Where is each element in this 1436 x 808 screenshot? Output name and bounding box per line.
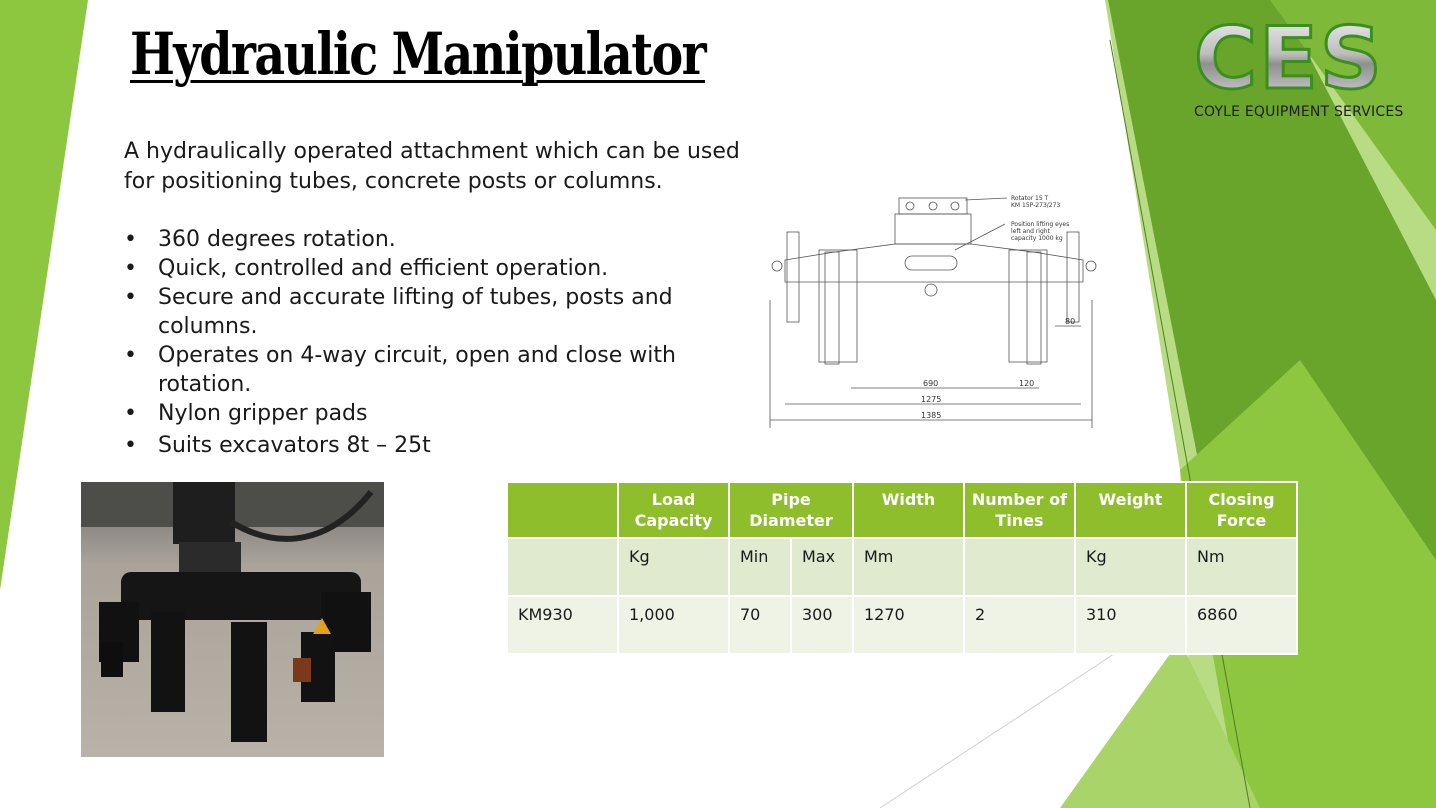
table-cell: 310 [1075,596,1186,654]
dim-120: 120 [1019,379,1035,388]
table-header-row [507,482,1297,538]
bullet-icon: • [124,433,137,458]
dim-690: 690 [923,379,939,388]
feature-item: • Operates on 4-way circuit, open and close with rotation. [124,343,676,397]
table-cell: 70 [729,596,791,654]
table-cell [964,538,1075,596]
table-cell: Nm [1186,538,1297,596]
table-cell: 6860 [1186,596,1297,654]
table-cell: 2 [964,596,1075,654]
drawing-label-lifting-2: left and right [1011,228,1050,235]
drawing-label-lifting-1: Position lifting eyes [1011,221,1070,228]
intro-text: A hydraulically operated attachment which can be used for positioning tubes, concrete posts or columns. [124,139,740,194]
table-cell: Kg [618,538,729,596]
table-cell: 1270 [853,596,964,654]
dim-80: 80 [1065,317,1076,326]
table-cell: 1,000 [618,596,729,654]
feature-item: • Suits excavators 8t – 25t [124,433,431,458]
bullet-icon: • [124,343,137,368]
table-row [507,596,1297,654]
spec-table [506,481,1298,655]
feature-item: • Secure and accurate lifting of tubes, posts and columns. [124,285,673,339]
table-units-row [507,538,1297,596]
drawing-label-lifting-3: capacity 1000 kg [1011,235,1063,242]
table-cell: Min [729,538,791,596]
drawing-label-rotator: Rotator 15 T [1011,195,1049,202]
table-header-cell: Closing Force [1186,482,1297,538]
table-header-cell: Pipe Diameter [729,482,853,538]
feature-list [124,225,744,460]
table-header-cell: Load Capacity [618,482,729,538]
feature-item: • Nylon gripper pads [124,401,368,426]
table-cell: KM930 [507,596,618,654]
logo-letters: CES [1194,10,1384,109]
bullet-icon: • [124,285,137,310]
table-cell: Kg [1075,538,1186,596]
feature-item: • Quick, controlled and efficient operation. [124,256,609,281]
table-cell: Max [791,538,853,596]
table-header-cell: Number of Tines [964,482,1075,538]
table-cell: Mm [853,538,964,596]
technical-drawing [765,190,1105,430]
dim-1385: 1385 [921,411,942,420]
bullet-icon: • [124,401,137,426]
table-header-cell: Weight [1075,482,1186,538]
bullet-icon: • [124,256,137,281]
logo-subtitle: COYLE EQUIPMENT SERVICES [1194,104,1404,120]
bullet-icon: • [124,227,137,252]
drawing-label-rotator-code: KM 15P-273/273 [1011,202,1061,209]
feature-item: • 360 degrees rotation. [124,227,396,252]
table-cell [507,538,618,596]
table-cell: 300 [791,596,853,654]
table-header-cell: Width [853,482,964,538]
product-photo [81,482,384,757]
page-title: Hydraulic Manipulator [130,20,706,88]
dim-1275: 1275 [921,395,942,404]
table-header-cell [507,482,618,538]
